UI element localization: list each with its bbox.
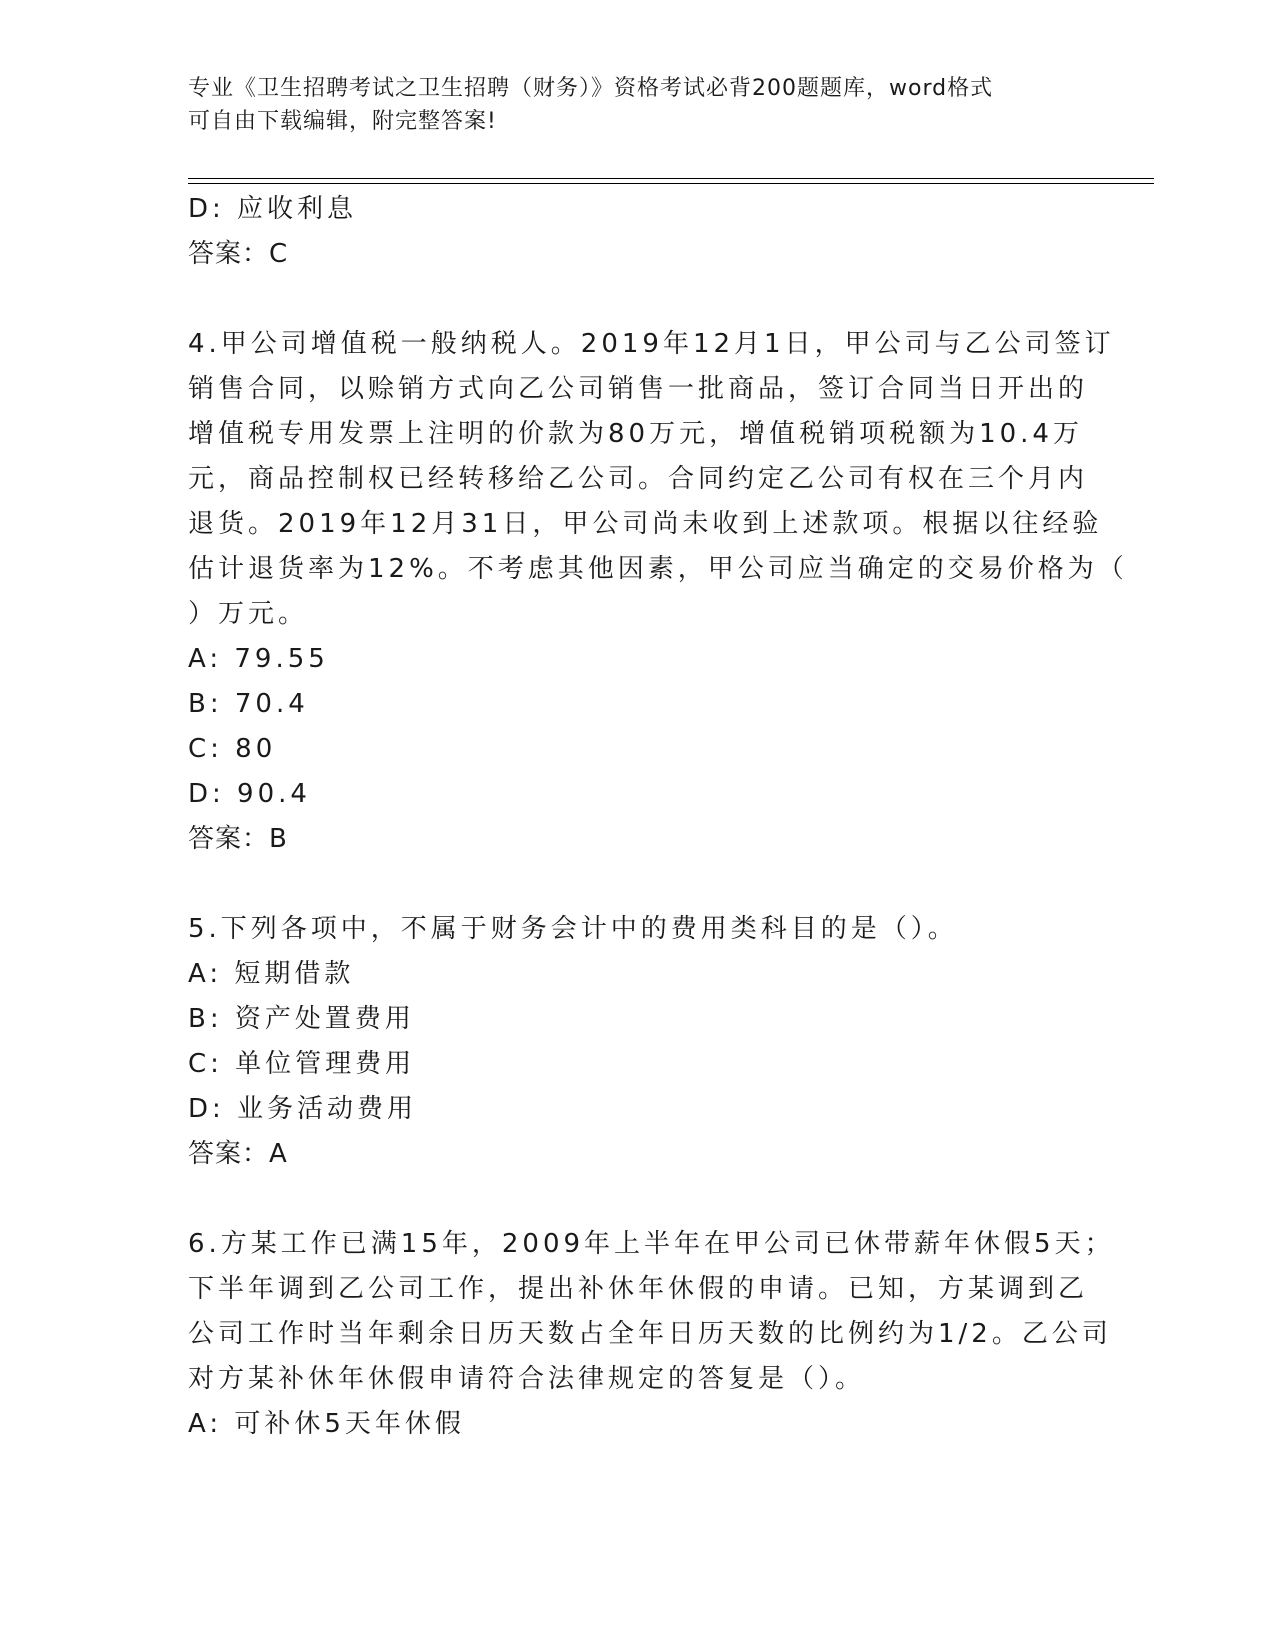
- question-4-stem-line: 元，商品控制权已经转移给乙公司。合同约定乙公司有权在三个月内: [188, 464, 1089, 494]
- header-divider-bottom: [188, 183, 1154, 184]
- question-6-stem-line: 对方某补休年休假申请符合法律规定的答复是（）。: [188, 1364, 866, 1394]
- question-6-stem-line: 公司工作时当年剩余日历天数占全年日历天数的比例约为1/2。乙公司: [188, 1319, 1112, 1349]
- question-6-option-a: A: 可补休5天年休假: [188, 1409, 465, 1439]
- question-3-option-d: D: 应收利息: [188, 194, 358, 224]
- question-4-option-d: D: 90.4: [188, 779, 311, 809]
- question-5-answer: 答案：A: [188, 1139, 288, 1169]
- question-6-stem-line: 6.方某工作已满15年，2009年上半年在甲公司已休带薪年休假5天；: [188, 1229, 1115, 1259]
- question-6: [188, 1222, 1115, 1447]
- question-5-stem-line: 5.下列各项中，不属于财务会计中的费用类科目的是（）。: [188, 914, 958, 944]
- question-4-answer: 答案：B: [188, 824, 288, 854]
- question-4-stem-line: 增值税专用发票上注明的价款为80万元，增值税销项税额为10.4万: [188, 419, 1083, 449]
- question-4-option-b: B: 70.4: [188, 689, 309, 719]
- question-5: [188, 907, 1088, 1177]
- spacer: [188, 862, 1088, 907]
- question-3-answer: 答案：C: [188, 239, 289, 269]
- question-4: [188, 322, 1128, 862]
- question-4-stem-line: 估计退货率为12%。不考虑其他因素，甲公司应当确定的交易价格为（: [188, 554, 1128, 584]
- question-5-option-a: A: 短期借款: [188, 959, 355, 989]
- header-divider-top: [188, 178, 1154, 179]
- question-4-stem-line: 退货。2019年12月31日，甲公司尚未收到上述款项。根据以往经验: [188, 509, 1103, 539]
- question-6-stem-line: 下半年调到乙公司工作，提出补休年休假的申请。已知，方某调到乙: [188, 1274, 1089, 1304]
- question-4-stem-line: ）万元。: [188, 599, 309, 629]
- spacer: [188, 277, 1088, 322]
- document-body: [188, 187, 1128, 1447]
- question-3-tail: [188, 187, 1088, 277]
- header-title-line-1: 专业《卫生招聘考试之卫生招聘（财务）》资格考试必背200题题库，word格式: [188, 76, 994, 101]
- question-4-option-a: A: 79.55: [188, 644, 329, 674]
- question-4-option-c: C: 80: [188, 734, 277, 764]
- question-5-option-c: C: 单位管理费用: [188, 1049, 416, 1079]
- page-header: [188, 72, 1088, 138]
- question-5-option-b: B: 资产处置费用: [188, 1004, 415, 1034]
- question-4-stem-line: 4.甲公司增值税一般纳税人。2019年12月1日，甲公司与乙公司签订: [188, 329, 1115, 359]
- question-5-option-d: D: 业务活动费用: [188, 1094, 418, 1124]
- header-title-line-2: 可自由下载编辑，附完整答案!: [188, 109, 497, 134]
- question-4-stem-line: 销售合同，以赊销方式向乙公司销售一批商品，签订合同当日开出的: [188, 374, 1089, 404]
- spacer: [188, 1177, 1088, 1222]
